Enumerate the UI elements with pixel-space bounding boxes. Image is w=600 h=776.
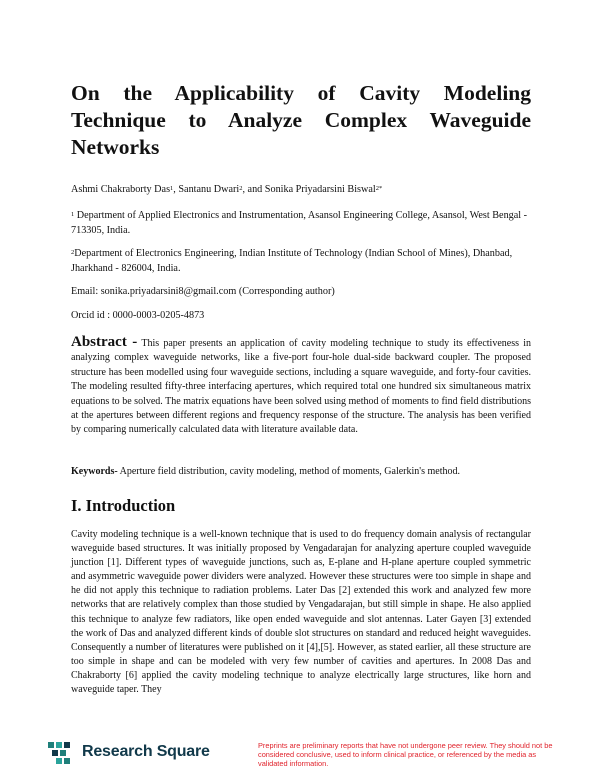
author-2: , Santanu Dwari (173, 184, 240, 195)
affiliation-1-text: Department of Applied Electronics and Instrumentation, Asansol Engineering College, Asansol, West Bengal - 713305, India. (71, 210, 528, 236)
affiliation-2 (71, 246, 531, 276)
author-1: Ashmi Chakraborty Das (71, 184, 171, 195)
affiliation-2-text: Department of Electronics Engineering, Indian Institute of Technology (Indian School of Mines), Dhanbad, Jharkhand - 826004, India. (71, 248, 513, 274)
orcid-line: Orcid id : 0000-0003-0205-4873 (71, 310, 205, 321)
author-2-sup: 2 (239, 185, 243, 192)
paper-title: On the Applicability of Cavity Modeling Technique to Analyze Complex Waveguide Networks (71, 81, 531, 159)
research-square-mark-icon (48, 740, 78, 764)
abstract-body: This paper presents an application of cavity modeling technique to study its effectiveness in analyzing complex waveguide networks, like a five-port four-hole dual-side backward coupler. The proposed structure has been modelled using four waveguide sections, including a square waveguide, and forty-four cavities. The modeling resulted fifty-three interfacing apertures, which required total one hundred six simultaneous matrix equations to be solved. The matrix equations have been solved using method of moments to find field distributions at the apertures between different regions and frequency response of the structure. The analysis has been verified by comparing numerically calculated data with literature available data. (71, 338, 531, 436)
abstract-heading: Abstract - (71, 334, 138, 350)
keywords-text: Aperture field distribution, cavity modeling, method of moments, Galerkin's method. (117, 466, 460, 477)
section-heading-introduction: I. Introduction (71, 496, 176, 515)
author-list (71, 183, 531, 196)
author-1-sup: 1 (170, 185, 174, 192)
affiliation-2-sup: 2 (71, 249, 75, 256)
preprint-notice: Preprints are preliminary reports that have not undergone peer review. They should not be considered conclusive, used to inform clinical practice, or referenced by the media as validated information. (258, 741, 553, 769)
email-line: Email: sonika.priyadarsini8@gmail.com (Corresponding author) (71, 286, 335, 297)
keywords-label: Keywords- (71, 466, 118, 477)
author-3: , and Sonika Priyadarsini Biswal (242, 184, 376, 195)
keywords (71, 465, 531, 478)
affiliation-1 (71, 208, 531, 238)
introduction-text: Cavity modeling technique is a well-known technique that is used to do frequency domain analysis of rectangular waveguide based structures. It was initially proposed by Vengadarajan for analyzing aperture coupled waveguide junction [1]. Different types of waveguide junctions, such as, E-plane and H-plane aperture coupled symmetric and asymmetric waveguide power dividers were analyzed. However these structures were too simple in shape and he did not apply this technique to radiation problems. Later Das [2] extended this work and analyzed few more networks that are relatively complex than those studied by Vengadarajan, but still simple in shape. He also applied this technique to analyze few radiators, like open ended waveguide and slot antennas. Later Gayen [3] extended the work of Das and analyzed different kinds of double slot structures on standard and reduced height waveguides. Consequently a number of literatures were published on it [4],[5]. However, as stated earlier, all these structure are too simple in shape and can be modeled with very few number of cavities and apertures. In 2008 Das and Chakraborty [6] applied the cavity modeling technique to analyze electrically large structures, like horn and waveguide taper. They (71, 529, 531, 696)
author-3-sup: 2* (375, 185, 383, 192)
research-square-logo[interactable] (48, 740, 210, 764)
affiliation-1-sup: 1 (71, 211, 75, 218)
abstract (71, 335, 531, 438)
research-square-wordmark: Research Square (82, 743, 210, 760)
